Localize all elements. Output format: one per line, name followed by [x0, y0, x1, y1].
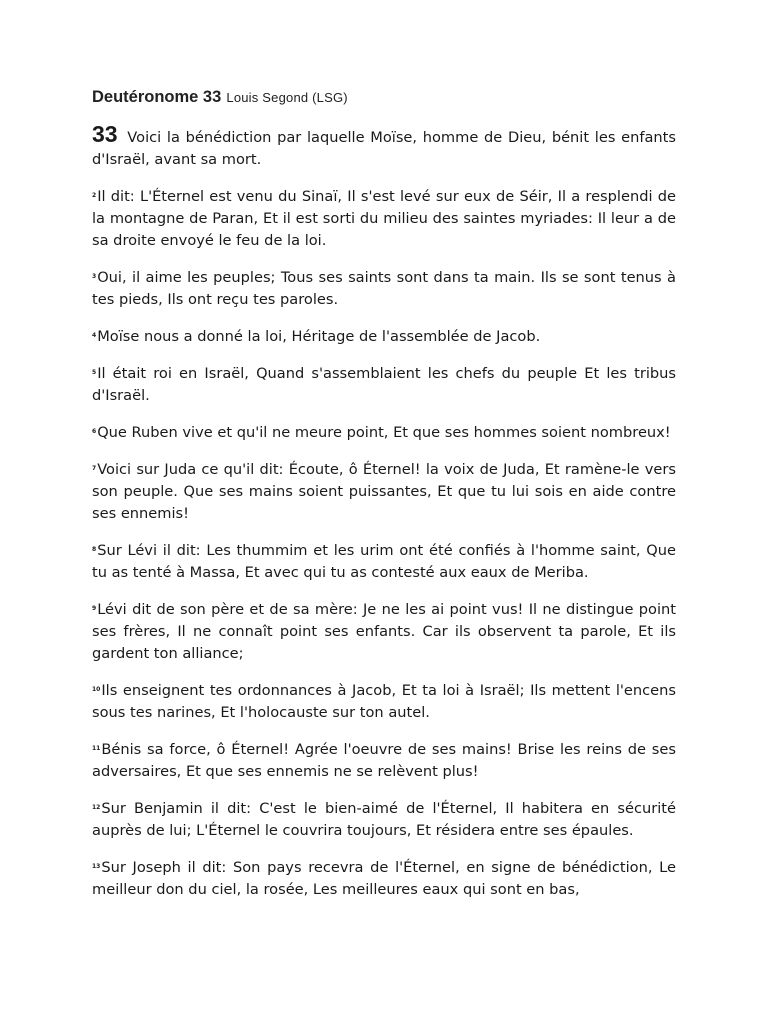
- verse-text: Bénis sa force, ô Éternel! Agrée l'oeuvre de ses mains! Brise les reins de ses adversaires, Et que ses ennemis ne se relèvent plus!: [92, 741, 676, 780]
- verse-text: Il dit: L'Éternel est venu du Sinaï, Il s'est levé sur eux de Séir, Il a resplendi de la montagne de Paran, Et il est sorti du milieu des saintes myriades: Il leur a de sa droite envoyé le feu de la loi.: [92, 188, 676, 249]
- verse-11: [92, 738, 676, 783]
- verse-number: 13: [92, 863, 101, 870]
- verse-text: Voici sur Juda ce qu'il dit: Écoute, ô Éternel! la voix de Juda, Et ramène-le vers son peuple. Que ses mains soient puissantes, Et que tu lui sois en aide contre ses ennemis!: [92, 461, 676, 522]
- bible-version: Louis Segond (LSG): [226, 90, 348, 105]
- verse-text: Il était roi en Israël, Quand s'assemblaient les chefs du peuple Et les tribus d'Israël.: [92, 365, 676, 404]
- verse-7: [92, 458, 676, 525]
- passage-heading: [92, 86, 676, 109]
- verse-text: Voici la bénédiction par laquelle Moïse, homme de Dieu, bénit les enfants d'Israël, avant sa mort.: [92, 129, 677, 168]
- verse-number: 3: [92, 273, 97, 280]
- verse-8: [92, 539, 676, 584]
- verse-12: [92, 797, 676, 842]
- verse-9: [92, 598, 676, 665]
- verse-text: Ils enseignent tes ordonnances à Jacob, Et ta loi à Israël; Ils mettent l'encens sous tes narines, Et l'holocauste sur ton autel.: [92, 682, 676, 721]
- verse-text: Oui, il aime les peuples; Tous ses saints sont dans ta main. Ils se sont tenus à tes pieds, Ils ont reçu tes paroles.: [92, 269, 676, 308]
- verse-4: [92, 325, 676, 348]
- verse-6: [92, 421, 676, 444]
- verse-text: Lévi dit de son père et de sa mère: Je ne les ai point vus! Il ne distingue point ses frères, Il ne connaît point ses enfants. Car ils observent ta parole, Et ils gardent ton alliance;: [92, 601, 676, 662]
- verse-13: [92, 856, 676, 901]
- verse-number: 8: [92, 546, 97, 553]
- book-chapter-title: Deutéronome 33: [92, 88, 222, 106]
- verse-3: [92, 266, 676, 311]
- verse-10: [92, 679, 676, 724]
- verse-text: Sur Benjamin il dit: C'est le bien-aimé de l'Éternel, Il habitera en sécurité auprès de lui; L'Éternel le couvrira toujours, Et résidera entre ses épaules.: [92, 800, 676, 839]
- chapter-number: 33: [92, 121, 118, 147]
- verse-5: [92, 362, 676, 407]
- verse-text: Sur Lévi il dit: Les thummim et les urim ont été confiés à l'homme saint, Que tu as tenté à Massa, Et avec qui tu as contesté aux eaux de Meriba.: [92, 542, 676, 581]
- verse-number: 11: [92, 745, 101, 752]
- verse-number: 7: [92, 465, 97, 472]
- verse-2: [92, 185, 676, 252]
- verse-number: 5: [92, 369, 97, 376]
- verse-number: 4: [92, 332, 97, 339]
- document-page: [92, 86, 676, 915]
- verse-number: 6: [92, 428, 97, 435]
- verse-number: 2: [92, 192, 97, 199]
- verse-text: Que Ruben vive et qu'il ne meure point, Et que ses hommes soient nombreux!: [97, 424, 671, 441]
- verse-number: 12: [92, 804, 101, 811]
- verse-number: 9: [92, 605, 97, 612]
- verse-text: Moïse nous a donné la loi, Héritage de l'assemblée de Jacob.: [97, 328, 541, 345]
- verse-number: 10: [92, 686, 101, 693]
- verse-1: [92, 123, 676, 171]
- verse-text: Sur Joseph il dit: Son pays recevra de l'Éternel, en signe de bénédiction, Le meilleur don du ciel, la rosée, Les meilleures eaux qui sont en bas,: [92, 859, 676, 898]
